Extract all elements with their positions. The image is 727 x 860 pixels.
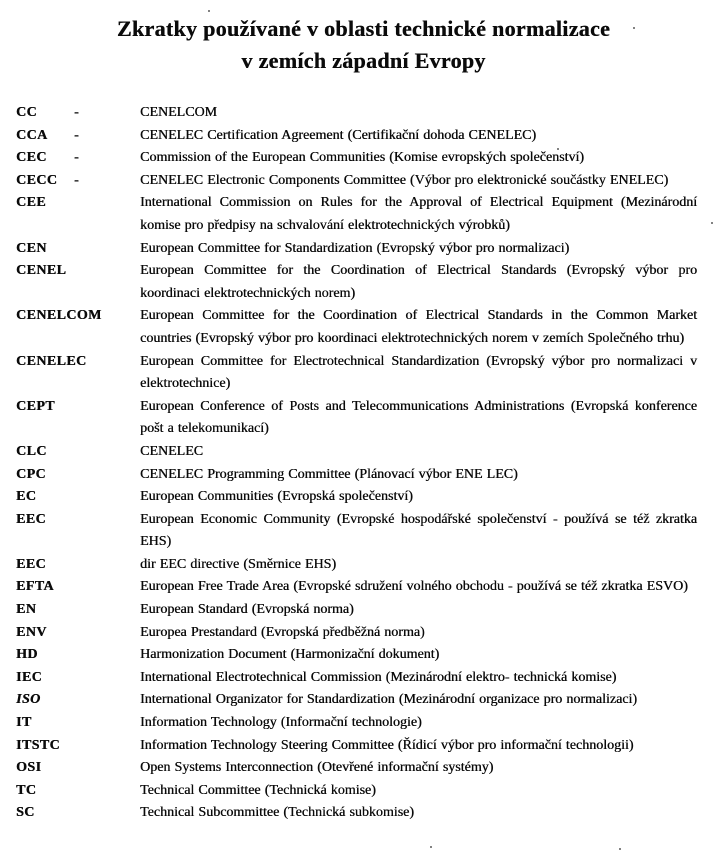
abbreviation-code: CENEL xyxy=(16,263,67,279)
abbreviation-row xyxy=(0,441,727,464)
abbreviation-code: TC xyxy=(16,782,37,798)
abbreviation-code: ITSTC xyxy=(16,737,61,753)
abbreviation-row xyxy=(0,780,727,803)
dash-separator xyxy=(74,305,140,350)
abbreviation-definition: International Commission on Rules for the Approval of Electrical Equipment (Mezinárodní komise pro předpisy na schvalování elektrotechnických výrobků) xyxy=(140,195,697,233)
abbreviation-row xyxy=(0,509,727,554)
abbreviation-row xyxy=(0,622,727,645)
abbreviation-row xyxy=(0,554,727,577)
dash-separator xyxy=(74,757,140,780)
abbreviation-definition: Information Technology Steering Committee (Řídicí výbor pro informační technologii) xyxy=(140,737,634,753)
abbreviation-definition: dir EEC directive (Směrnice EHS) xyxy=(140,556,337,572)
abbreviation-row xyxy=(0,102,727,125)
abbreviation-definition: International Electrotechnical Commission (Mezinárodní elektro- technická komise) xyxy=(140,669,617,685)
abbreviation-definition: European Standard (Evropská norma) xyxy=(140,602,354,618)
dash-separator xyxy=(74,576,140,599)
abbreviation-row xyxy=(0,170,727,193)
abbreviation-definition: CENELEC xyxy=(140,443,203,459)
dash-separator xyxy=(74,509,140,554)
abbreviation-definition: International Organizator for Standardization (Mezinárodní organizace pro normalizaci) xyxy=(140,692,637,708)
abbreviation-definition: European Committee for Standardization (Evropský výbor pro normalizaci) xyxy=(140,240,570,256)
abbreviation-row xyxy=(0,689,727,712)
dash-separator xyxy=(74,689,140,712)
abbreviation-row xyxy=(0,667,727,690)
dash-separator xyxy=(74,238,140,261)
dash-separator xyxy=(74,712,140,735)
abbreviation-code: EFTA xyxy=(16,579,54,595)
scan-speck xyxy=(430,846,432,848)
abbreviation-code: EC xyxy=(16,489,37,505)
abbreviation-definition: European Committee for the Coordination of Electrical Standards in the Common Market countries (Evropský výbor pro koordinaci elektrotechnických norem v zemích Společného trhu) xyxy=(140,308,697,346)
dash-separator xyxy=(74,441,140,464)
dash-separator xyxy=(74,802,140,825)
abbreviation-code: CECC xyxy=(16,172,58,188)
abbreviation-definition: CENELEC Programming Committee (Plánovací výbor ENE LEC) xyxy=(140,466,518,482)
dash-separator xyxy=(74,192,140,237)
abbreviation-code: CEPT xyxy=(16,398,55,414)
abbreviation-code: EEC xyxy=(16,511,46,527)
abbreviation-code: CLC xyxy=(16,443,47,459)
abbreviation-code: CEE xyxy=(16,195,46,211)
page-title-line2: v zemích západní Evropy xyxy=(241,48,486,73)
abbreviation-code: EN xyxy=(16,602,37,618)
abbreviation-definition: Europea Prestandard (Evropská předběžná norma) xyxy=(140,624,425,640)
abbreviation-definition: Commission of the European Communities (Komise evropských společenství) xyxy=(140,150,584,166)
dash-separator: - xyxy=(74,172,79,188)
abbreviation-definition: CENELEC Electronic Components Committee (Výbor pro elektronické součástky ENELEC) xyxy=(140,172,669,188)
page-title xyxy=(0,0,727,77)
abbreviation-definition: European Communities (Evropská společenství) xyxy=(140,489,413,505)
abbreviation-row xyxy=(0,351,727,396)
scan-speck xyxy=(619,848,621,850)
scan-speck xyxy=(711,222,713,224)
dash-separator xyxy=(74,351,140,396)
abbreviation-code: ISO xyxy=(16,692,41,708)
abbreviation-definition: Technical Subcommittee (Technická subkomise) xyxy=(140,805,414,821)
dash-separator xyxy=(74,622,140,645)
dash-separator xyxy=(74,260,140,305)
abbreviation-definition: European Economic Community (Evropské hospodářské společenství - používá se též zkratka EHS) xyxy=(140,511,697,550)
abbreviation-code: IT xyxy=(16,715,32,731)
abbreviation-definition: European Conference of Posts and Telecommunications Administrations (Evropská konference pošt a telekomunikací) xyxy=(140,398,697,437)
dash-separator xyxy=(74,486,140,509)
abbreviation-row xyxy=(0,238,727,261)
abbreviation-code: CENELEC xyxy=(16,353,87,369)
dash-separator xyxy=(74,644,140,667)
abbreviation-code: OSI xyxy=(16,760,42,776)
page-title-line1: Zkratky používané v oblasti technické normalizace xyxy=(116,16,611,41)
dash-separator: - xyxy=(74,127,79,143)
abbreviation-code: ENV xyxy=(16,624,47,640)
abbreviation-definition: CENELCOM xyxy=(140,105,217,120)
abbreviation-row xyxy=(0,147,727,170)
abbreviation-row xyxy=(0,735,727,758)
abbreviation-code: SC xyxy=(16,805,35,821)
abbreviation-code: EEC xyxy=(16,556,46,572)
scan-speck xyxy=(557,148,559,150)
abbreviation-row xyxy=(0,802,727,825)
abbreviation-list xyxy=(0,102,727,825)
abbreviation-row xyxy=(0,644,727,667)
abbreviation-row xyxy=(0,712,727,735)
abbreviation-code: CPC xyxy=(16,466,46,482)
abbreviation-code: CCA xyxy=(16,127,48,143)
dash-separator xyxy=(74,780,140,803)
scan-speck xyxy=(208,10,210,12)
abbreviation-definition: CENELEC Certification Agreement (Certifikační dohoda CENELEC) xyxy=(140,127,537,143)
abbreviation-definition: Harmonization Document (Harmonizační dokument) xyxy=(140,647,440,663)
abbreviation-definition: European Committee for the Coordination of Electrical Standards (Evropský výbor pro koordinaci elektrotechnických norem) xyxy=(140,263,697,301)
dash-separator xyxy=(74,735,140,758)
abbreviation-definition: Technical Committee (Technická komise) xyxy=(140,782,376,798)
abbreviation-code: CEC xyxy=(16,150,47,166)
abbreviation-row xyxy=(0,599,727,622)
abbreviation-code: CENELCOM xyxy=(16,308,102,324)
abbreviation-definition: European Committee for Electrotechnical Standardization (Evropský výbor pro normalizaci v elektrotechnice) xyxy=(140,353,697,392)
dash-separator xyxy=(74,667,140,690)
abbreviation-code: HD xyxy=(16,647,38,663)
scan-speck xyxy=(633,27,635,29)
abbreviation-definition: Open Systems Interconnection (Otevřené informační systémy) xyxy=(140,760,494,776)
abbreviation-row xyxy=(0,192,727,237)
abbreviation-row xyxy=(0,305,727,350)
dash-separator xyxy=(74,464,140,487)
abbreviation-definition: Information Technology (Informační technologie) xyxy=(140,715,422,731)
abbreviation-row xyxy=(0,396,727,441)
abbreviation-code: IEC xyxy=(16,669,43,685)
abbreviation-definition: European Free Trade Area (Evropské sdružení volného obchodu - používá se též zkratka ESVO) xyxy=(140,579,688,595)
abbreviation-code: CC xyxy=(16,105,38,120)
dash-separator: - xyxy=(74,150,79,166)
abbreviation-row xyxy=(0,486,727,509)
abbreviation-row xyxy=(0,125,727,148)
dash-separator xyxy=(74,599,140,622)
dash-separator xyxy=(74,554,140,577)
abbreviation-row xyxy=(0,576,727,599)
abbreviation-row xyxy=(0,464,727,487)
dash-separator xyxy=(74,396,140,441)
dash-separator: - xyxy=(74,105,79,120)
abbreviation-code: CEN xyxy=(16,240,47,256)
abbreviation-row xyxy=(0,757,727,780)
abbreviation-row xyxy=(0,260,727,305)
